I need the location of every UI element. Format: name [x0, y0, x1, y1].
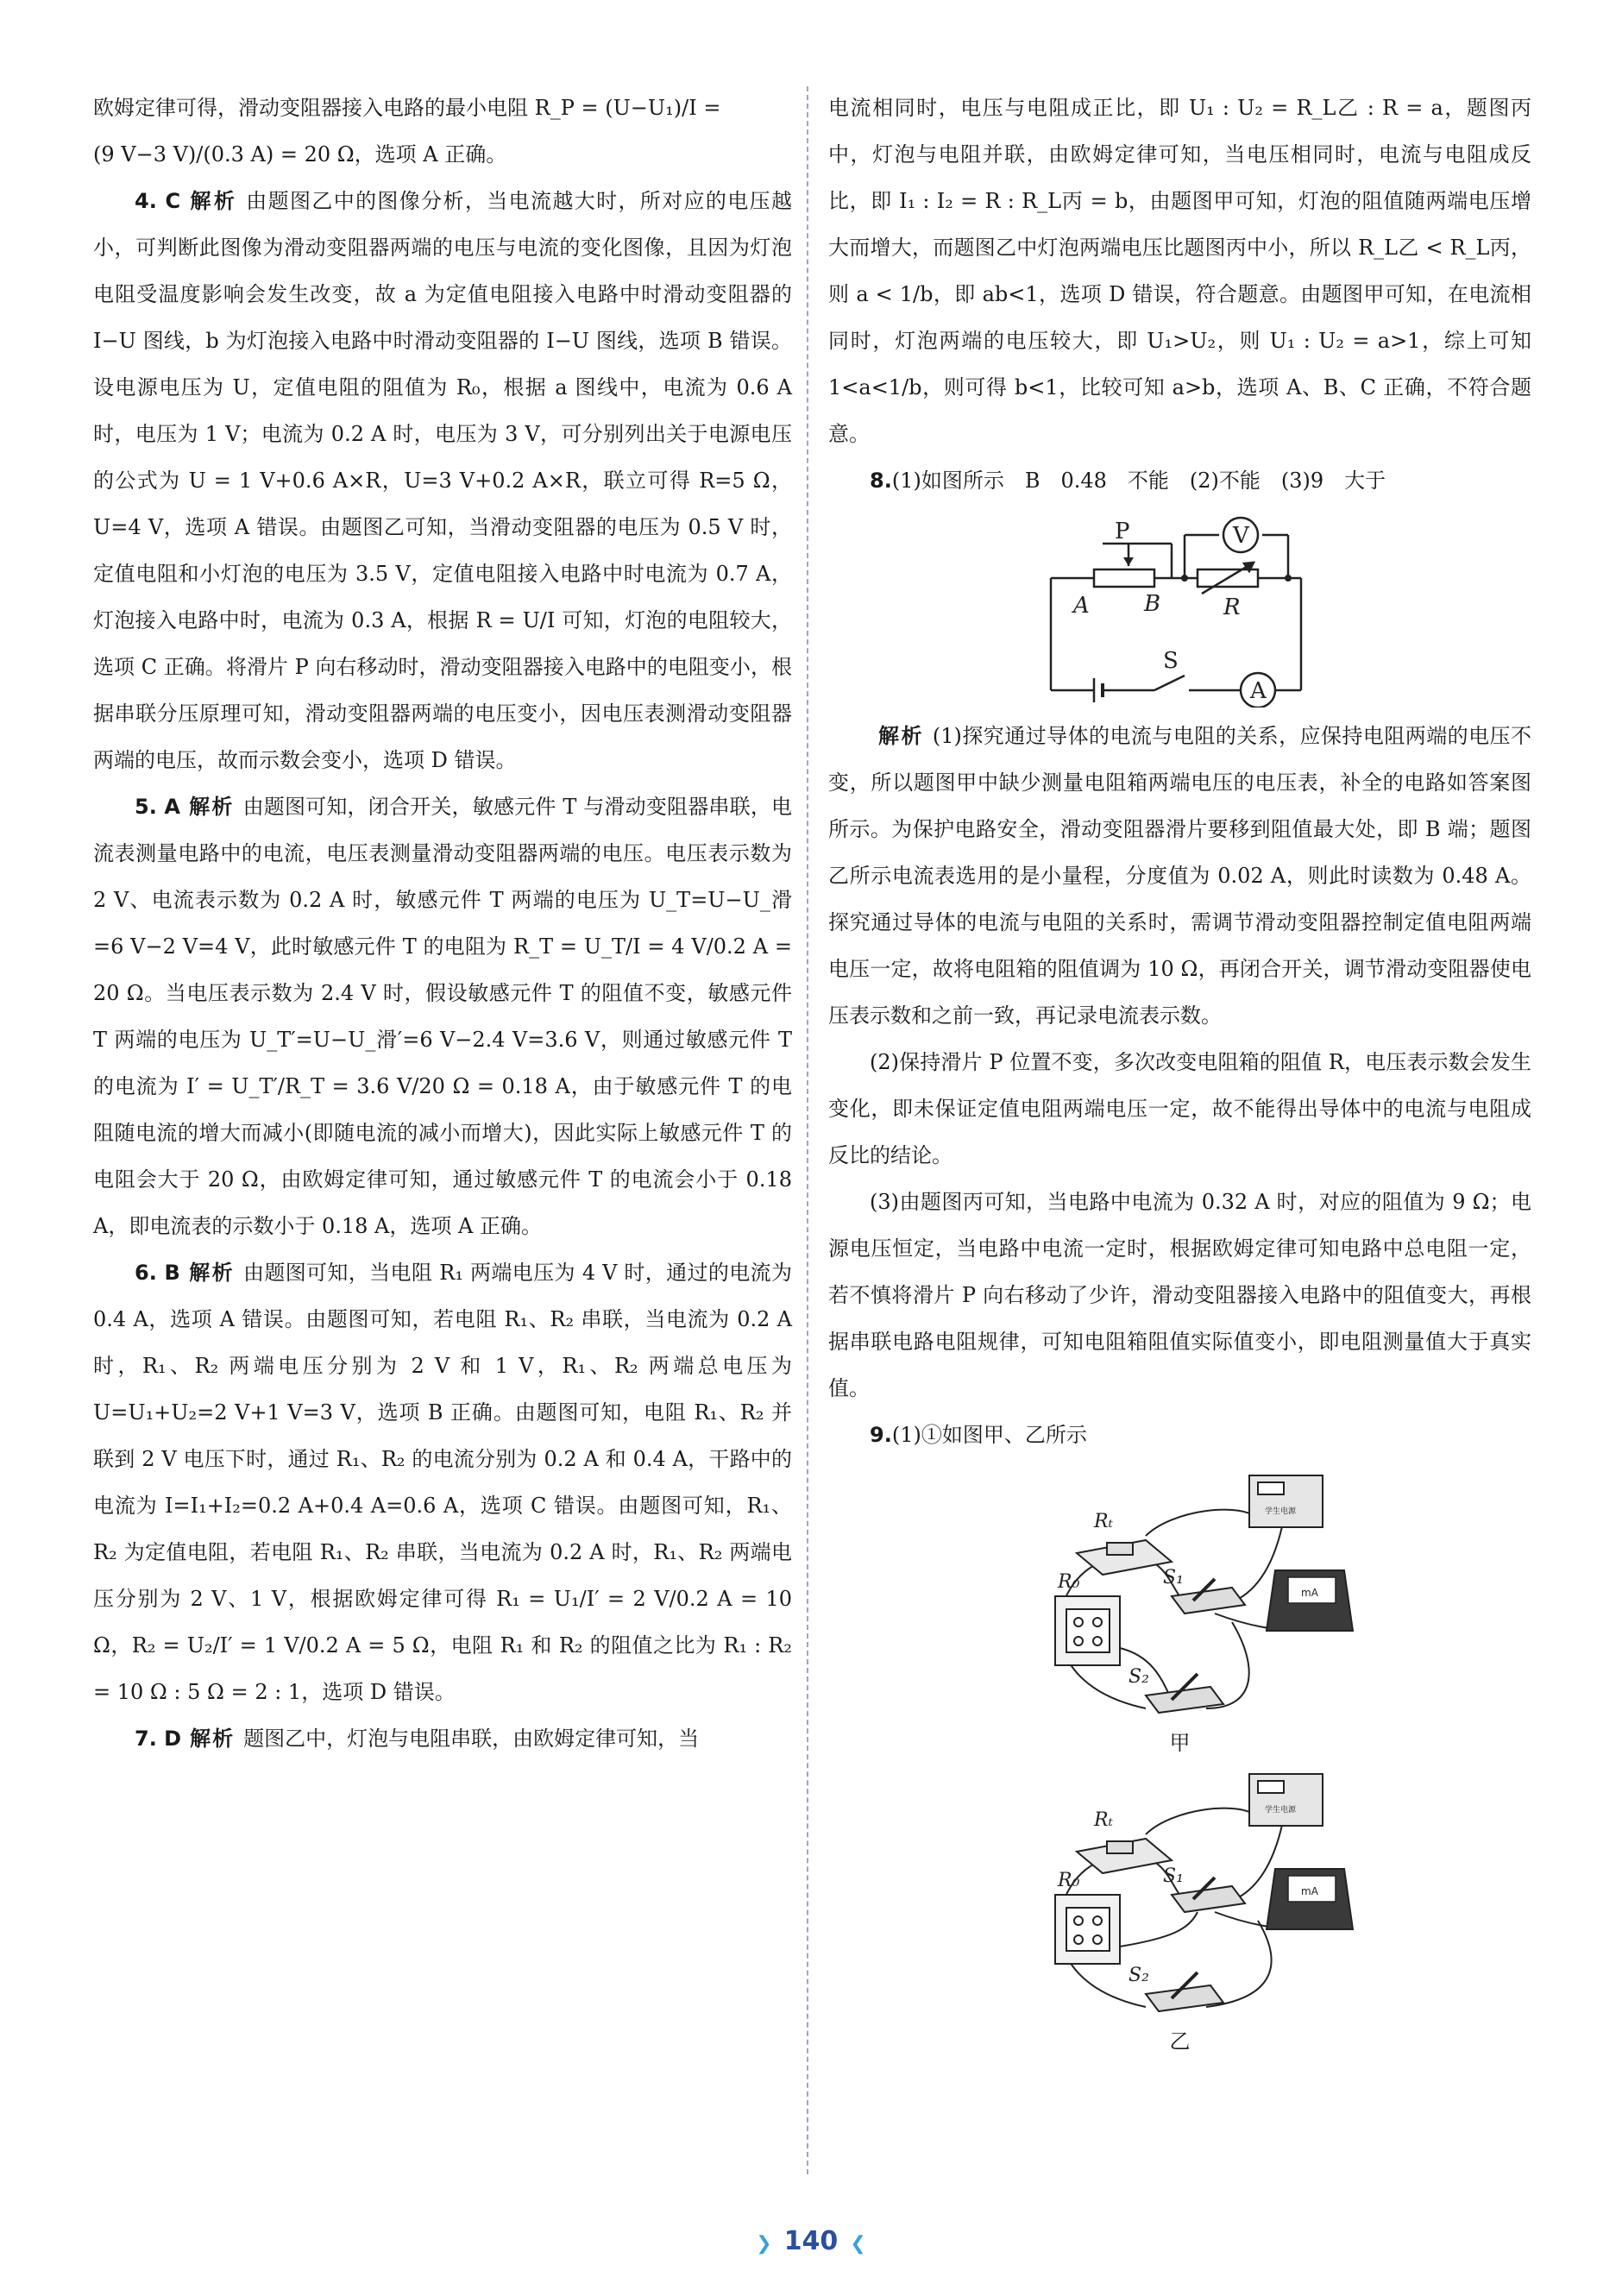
analysis-label: 解析 — [188, 1261, 235, 1285]
paragraph — [828, 1039, 1531, 1179]
paragraph-text: (1)①如图甲、乙所示 — [891, 1423, 1087, 1447]
label-s2-2: S₂ — [1128, 1965, 1149, 1986]
right-column — [828, 85, 1531, 2059]
supply-label-2: 学生电源 — [1264, 1806, 1296, 1815]
label-s2: S₂ — [1128, 1666, 1149, 1688]
label-rt: Rₜ — [1093, 1511, 1113, 1532]
label-r0: R₀ — [1057, 1571, 1079, 1593]
right-text-a — [828, 85, 1531, 504]
label-a: A — [1072, 593, 1090, 619]
paragraph-text: (3)由题图丙可知，当电路中电流为 0.32 A 时，对应的阻值为 9 Ω；电源电压恒定，当电路中电流一定时，根据欧姆定律可知电路中总电阻一定，若不慎将滑片 P 向右移动了少许，滑动变阻器接入电路中的阻值变大，再根据串联电路电阻规律，可知电阻箱阻值实际值变小，即电阻测量值大于真实值。 — [828, 1190, 1531, 1400]
paragraph-text: 欧姆定律可得，滑动变阻器接入电路的最小电阻 R_P = (U−U₁)/I = — [93, 96, 721, 120]
paragraph-text: 由题图可知，当电阻 R₁ 两端电压为 4 V 时，通过的电流为 0.4 A，选项 A 错误。由题图可知，若电阻 R₁、R₂ 串联，当电流为 0.2 A 时，R₁、R₂ 两端电压分别为 2 V 和 1 V，R₁、R₂ 两端总电压为 U=U₁+U₂=2 V+1 V=3 V，选项 B 正确。由题图可知，电阻 R₁、R₂ 并联到 2 V 电压下时，通过 R₁、R₂ 的电流分别为 0.2 A 和 0.4 A，干路中的电流为 I=I₁+I₂=0.2 A+0.4 A=0.6 A，选项 C 错误。由题图可知，R₁、R₂ 为定值电阻，若电阻 R₁、R₂ 串联，当电流为 0.2 A 时，R₁、R₂ 两端电压分别为 2 V、1 V，根据欧姆定律可得 R₁ = U₁/I′ = 2 V/0.2 A = 10 Ω，R₂ = U₂/I′ = 1 V/0.2 A = 5 Ω，电阻 R₁ 和 R₂ 的阻值之比为 R₁ : R₂ = 10 Ω : 5 Ω = 2 : 1，选项 D 错误。 — [93, 1261, 793, 1704]
analysis-label: 解析 — [878, 724, 924, 748]
paragraph-text: (1)如图所示 B 0.48 不能 (2)不能 (3)9 大于 — [891, 469, 1386, 493]
paragraph — [828, 1179, 1531, 1412]
question-number: 4. C — [135, 189, 181, 213]
paragraph — [93, 783, 792, 1249]
paragraph — [93, 1249, 792, 1715]
analysis-label: 解析 — [188, 795, 235, 819]
caption-jia: 甲 — [1169, 1731, 1191, 1755]
paragraph-text: 题图乙中，灯泡与电阻串联，由欧姆定律可知，当 — [243, 1727, 700, 1751]
paragraph-text: 由题图可知，闭合开关，敏感元件 T 与滑动变阻器串联，电流表测量电路中的电流，电压表测量滑动变阻器两端的电压。电压表示数为 2 V、电流表示数为 0.2 A 时，敏感元件 T 两端的电压为 U_T=U−U_滑=6 V−2 V=4 V，此时敏感元件 T 的电阻为 R_T = U_T/I = 4 V/0.2 A = 20 Ω。当电压表示数为 2.4 V 时，假设敏感元件 T 的阻值不变，敏感元件 T 两端的电压为 U_T′=U−U_滑′=6 V−2.4 V=3.6 V，则通过敏感元件 T 的电流为 I′ = U_T′/R_T = 3.6 V/20 Ω = 0.18 A，由于敏感元件 T 的电阻随电流的增大而减小(即随电流的减小而增大)，因此实际上敏感元件 T 的电阻会大于 20 Ω，由欧姆定律可知，通过敏感元件 T 的电流会小于 0.18 A，即电流表的示数小于 0.18 A，选项 A 正确。 — [93, 795, 793, 1238]
paragraph-text: 电流相同时，电压与电阻成正比，即 U₁ : U₂ = R_L乙 : R = a，题图丙中，灯泡与电阻并联，由欧姆定律可知，当电压相同时，电流与电阻成反比，即 I₁ : I₂ = R : R_L丙 = b，由题图甲可知，灯泡的阻值随两端电压增大而增大，而题图乙中灯泡两端电压比题图丙中小，所以 R_L乙 < R_L丙，则 a < 1/b，即 ab<1，选项 D 错误，符合题意。由题图甲可知，在电流相同时，灯泡两端的电压较大，即 U₁>U₂，则 U₁ : U₂ = a>1，综上可知 1<a<1/b，则可得 b<1，比较可知 a>b，选项 A、B、C 正确，不符合题意。 — [828, 96, 1531, 446]
voltmeter-label: V — [1232, 523, 1249, 549]
caption-yi: 乙 — [1169, 2029, 1191, 2054]
paragraph — [93, 1715, 792, 1762]
paragraph-text: (1)探究通过导体的电流与电阻的关系，应保持电阻两端的电压不变，所以题图甲中缺少测量电阻箱两端电压的电压表，补全的电路如答案图所示。为保护电路安全，滑动变阻器滑片要移到阻值最大处，即 B 端；题图乙所示电流表选用的是小量程，分度值为 0.02 A，则此时读数为 0.48 A。探究通过导体的电流与电阻的关系时，需调节滑动变阻器控制定值电阻两端电压一定，故将电阻箱的阻值调为 10 Ω，再闭合开关，调节滑动变阻器使电压表示数和之前一致，再记录电流表示数。 — [828, 724, 1532, 1028]
question-number: 7. D — [135, 1727, 182, 1751]
label-r: R — [1223, 594, 1241, 620]
question-number: 8. — [870, 469, 892, 493]
label-s1-2: S₁ — [1162, 1865, 1184, 1887]
supply-label: 学生电源 — [1264, 1507, 1296, 1516]
analysis-label: 解析 — [189, 189, 238, 213]
paragraph — [828, 85, 1531, 457]
paragraph — [828, 1412, 1531, 1458]
paragraph — [93, 178, 792, 783]
column-divider — [807, 86, 808, 2174]
paragraph — [828, 457, 1531, 504]
paragraph-text: (9 V−3 V)/(0.3 A) = 20 Ω，选项 A 正确。 — [93, 142, 507, 167]
question-number: 9. — [870, 1423, 892, 1447]
paragraph-text: (2)保持滑片 P 位置不变，多次改变电阻箱的阻值 R，电压表示数会发生变化，即未保证定值电阻两端电压一定，故不能得出导体中的电流与电阻成反比的结论。 — [828, 1050, 1531, 1167]
label-rt-2: Rₜ — [1093, 1809, 1113, 1831]
question-number: 5. A — [135, 795, 180, 819]
page-number: ❯ 140 ❮ — [756, 2226, 866, 2256]
label-p: P — [1114, 519, 1129, 544]
question-number: 6. B — [135, 1261, 180, 1285]
label-b: B — [1143, 591, 1160, 617]
paragraph-text: 由题图乙中的图像分析，当电流越大时，所对应的电压越小，可判断此图像为滑动变阻器两端的电压与电流的变化图像，且因为灯泡电阻受温度影响会发生改变，故 a 为定值电阻接入电路中时滑动变阻器的 I−U 图线，b 为灯泡接入电路中时滑动变阻器的 I−U 图线，选项 B 错误。设电源电压为 U，定值电阻的阻值为 R₀，根据 a 图线中，电流为 0.6 A 时，电压为 1 V；电流为 0.2 A 时，电压为 3 V，可分别列出关于电源电压的公式为 U = 1 V+0.6 A×R，U=3 V+0.2 A×R，联立可得 R=5 Ω，U=4 V，选项 A 错误。由题图乙可知，当滑动变阻器的电压为 0.5 V 时，定值电阻和小灯泡的电压为 3.5 V，定值电阻接入电路中时电流为 0.7 A，灯泡接入电路中时，电流为 0.3 A，根据 R = U/I 可知，灯泡的电阻较大，选项 C 正确。将滑片 P 向右移动时，滑动变阻器接入电路中的电阻变小，根据串联分压原理可知，滑动变阻器两端的电压变小，因电压表测滑动变阻器两端的电压，故而示数会变小，选项 D 错误。 — [93, 189, 792, 772]
label-r0-2: R₀ — [1057, 1870, 1079, 1891]
label-s: S — [1162, 648, 1179, 674]
paragraph — [828, 713, 1531, 1039]
page-number-text: 140 — [783, 2226, 839, 2256]
ammeter-label: A — [1249, 678, 1267, 704]
label-s1: S₁ — [1162, 1567, 1184, 1588]
paragraph — [93, 85, 792, 131]
meter-label: mA — [1300, 1587, 1318, 1599]
meter-label-2: mA — [1300, 1885, 1318, 1897]
paragraph — [93, 131, 792, 178]
analysis-label: 解析 — [190, 1727, 236, 1751]
left-column — [93, 85, 792, 1762]
circuit-diagram — [1042, 509, 1318, 708]
apparatus-figure-yi — [999, 1765, 1361, 2024]
apparatus-figure-jia — [999, 1467, 1361, 1726]
right-text-b — [828, 713, 1531, 1458]
